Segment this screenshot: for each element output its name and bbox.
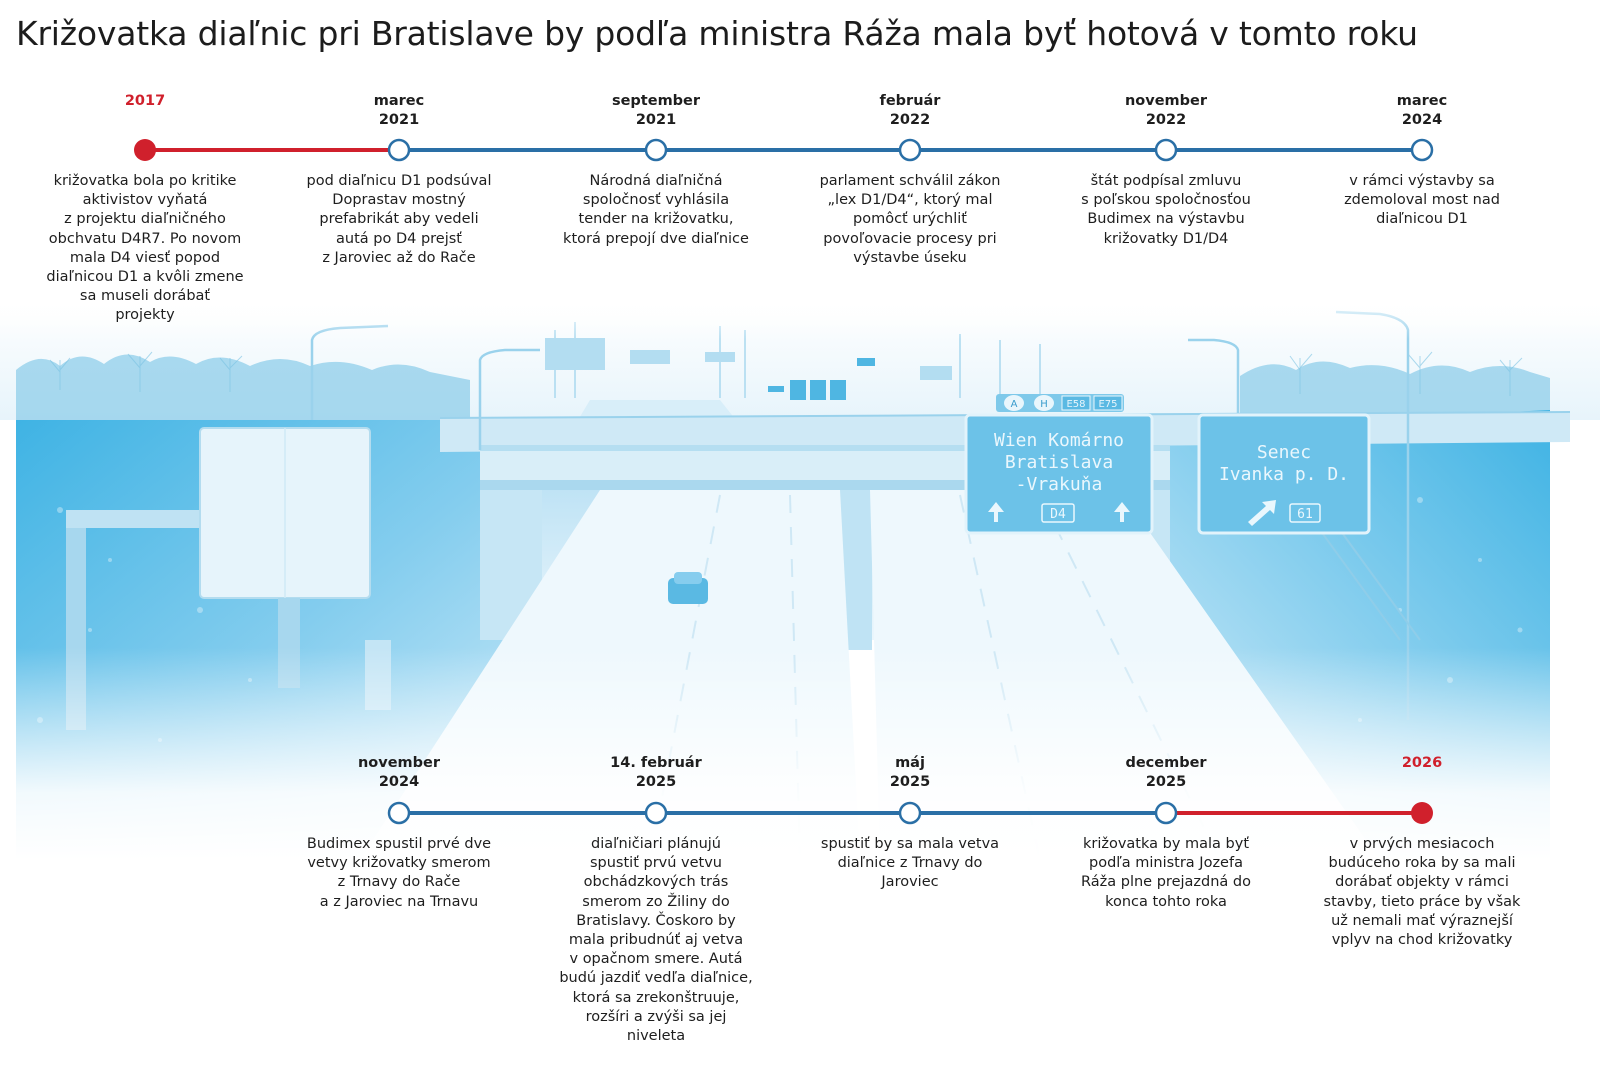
event-description	[1041, 835, 1291, 912]
description-line: sa museli dorábať	[79, 288, 211, 305]
description-line: diaľnicou D1	[1376, 211, 1468, 228]
description-line: a z Jaroviec na Trnavu	[319, 893, 479, 910]
badge-e58: E58	[1066, 399, 1086, 410]
description-line: spustiť by sa mala vetva	[820, 836, 1000, 852]
event-date	[546, 754, 766, 792]
description-line: mala D4 viesť popod	[69, 249, 221, 266]
description-line: parlament schválil zákon	[819, 173, 1001, 189]
description-line: aktivistov vyňatá	[82, 192, 208, 209]
description-line: obchvatu D4R7. Po novom	[48, 230, 242, 247]
description-line: diaľnice z Trnavy do	[837, 855, 983, 872]
description-line: v prvých mesiacoch	[1349, 836, 1495, 852]
event-date	[1056, 754, 1276, 792]
timeline-node	[1412, 140, 1432, 160]
timeline-node	[134, 139, 156, 161]
description-line: podľa ministra Jozefa	[1089, 855, 1243, 872]
event-description	[1297, 835, 1547, 950]
event-month: marec	[1396, 93, 1448, 109]
event-description	[20, 172, 270, 326]
description-line: prefabrikát aby vedeli	[319, 211, 479, 228]
direction-sign-senec	[1199, 415, 1369, 533]
event-date	[546, 92, 766, 130]
description-line: vplyv na chod križovatky	[1331, 932, 1513, 949]
direction-sign-d4	[966, 415, 1152, 533]
event-date	[800, 92, 1020, 130]
description-line: spustiť prvú vetvu	[589, 855, 722, 872]
event-description	[785, 172, 1035, 268]
event-description	[531, 172, 781, 249]
description-line: v opačnom smere. Autá	[569, 951, 743, 968]
timeline-node	[900, 803, 920, 823]
event-date	[1312, 754, 1532, 773]
description-line: Bratislavy. Čoskoro by	[576, 912, 736, 929]
description-line: budú jazdiť vedľa diaľnice,	[559, 970, 753, 987]
description-line: z Jaroviec až do Rače	[322, 249, 476, 266]
timeline-node	[1411, 802, 1433, 824]
badge-row	[996, 394, 1124, 412]
description-line: Národná diaľničná	[589, 173, 723, 189]
description-line: z Trnavy do Rače	[337, 874, 461, 891]
event-date	[35, 92, 255, 111]
event-date	[289, 754, 509, 792]
sign-line-3: -Vrakuňa	[1015, 474, 1103, 495]
event-date	[1056, 92, 1276, 130]
event-year: 2026	[1401, 755, 1443, 771]
description-line: diaľnicou D1 a kvôli zmene	[46, 269, 244, 286]
event-month: marec	[373, 93, 425, 109]
event-year: 2024	[378, 774, 420, 790]
description-line: stavby, tieto práce by však	[1323, 893, 1521, 910]
event-month: december	[1125, 755, 1207, 771]
description-line: Jaroviec	[881, 874, 939, 891]
description-line: pod diaľnicu D1 podsúval	[306, 173, 492, 189]
timeline-node	[646, 803, 666, 823]
description-line: z projektu diaľničného	[64, 211, 226, 228]
description-line: v rámci výstavby sa	[1349, 173, 1495, 189]
description-line: Doprastav mostný	[332, 192, 466, 209]
timeline-bottom-line	[0, 801, 1600, 825]
event-year: 2025	[635, 774, 677, 790]
description-line: budúceho roka by sa mali	[1328, 855, 1516, 872]
timeline-top-line	[0, 138, 1600, 162]
description-line: povoľovacie procesy pri	[823, 230, 997, 247]
description-line: mala pribudnúť aj vetva	[568, 932, 744, 949]
event-date	[1312, 92, 1532, 130]
event-year: 2025	[889, 774, 931, 790]
description-line: vetvy križovatky smerom	[307, 855, 491, 872]
event-date	[289, 92, 509, 130]
event-description	[785, 835, 1035, 893]
description-line: diaľničiari plánujú	[591, 836, 721, 852]
sign-line-1: Senec	[1256, 442, 1312, 463]
description-line: projekty	[115, 307, 175, 324]
description-line: už nemali mať výraznejší	[1331, 912, 1513, 929]
description-line: konca tohto roka	[1105, 893, 1227, 910]
event-description	[274, 172, 524, 268]
event-year: 2021	[378, 112, 420, 128]
road-number-d4: D4	[1050, 507, 1066, 522]
description-line: ktorá sa zrekonštruuje,	[572, 989, 740, 1006]
description-line: zdemoloval most nad	[1344, 192, 1500, 209]
event-month: 14. február	[610, 755, 702, 771]
event-description	[531, 835, 781, 1046]
timeline-node	[900, 140, 920, 160]
timeline-node	[646, 140, 666, 160]
event-year: 2021	[635, 112, 677, 128]
event-year: 2024	[1401, 112, 1443, 128]
page-title: Križovatka diaľnic pri Bratislave by podľa ministra Ráža mala byť hotová v tomto roku	[16, 14, 1418, 53]
timeline-node	[389, 140, 409, 160]
event-month: február	[879, 93, 941, 109]
timeline-node	[1156, 140, 1176, 160]
badge-a: A	[1010, 399, 1018, 410]
description-line: ktorá prepojí dve diaľnice	[563, 230, 749, 247]
timeline-node	[1156, 803, 1176, 823]
event-date	[800, 754, 1020, 792]
description-line: dorábať objekty v rámci	[1335, 874, 1509, 891]
description-line: Ráža plne prejazdná do	[1081, 874, 1251, 891]
description-line: križovatka bola po kritike	[53, 173, 237, 189]
event-description	[1297, 172, 1547, 230]
event-description	[274, 835, 524, 912]
sign-line-2: Bratislava	[1004, 452, 1114, 473]
event-description	[1041, 172, 1291, 249]
description-line: križovatky D1/D4	[1103, 230, 1229, 247]
event-month: september	[611, 93, 701, 109]
badge-e75: E75	[1098, 399, 1118, 410]
badge-h: H	[1040, 399, 1048, 410]
event-year: 2017	[124, 93, 166, 109]
description-line: tender na križovatku,	[578, 211, 734, 228]
description-line: výstavbe úseku	[853, 249, 967, 266]
event-year: 2025	[1145, 774, 1187, 790]
description-line: rozšíri a zvýši sa jej	[585, 1008, 727, 1025]
description-line: s poľskou spoločnosťou	[1081, 192, 1251, 209]
description-line: „lex D1/D4“, ktorý mal	[827, 192, 993, 209]
description-line: niveleta	[626, 1028, 686, 1045]
event-month: november	[357, 755, 441, 771]
description-line: autá po D4 prejsť	[336, 230, 462, 247]
event-month: november	[1124, 93, 1208, 109]
timeline-node	[389, 803, 409, 823]
event-month: máj	[895, 755, 925, 771]
description-line: Budimex na výstavbu	[1087, 211, 1245, 228]
description-line: spoločnosť vyhlásila	[582, 192, 730, 209]
road-number-61: 61	[1297, 507, 1313, 522]
description-line: križovatka by mala byť	[1082, 836, 1250, 852]
event-year: 2022	[1145, 112, 1187, 128]
sign-line-2: Ivanka p. D.	[1218, 464, 1350, 485]
description-line: obchádzkových trás	[583, 874, 729, 891]
description-line: smerom zo Žiliny do	[582, 893, 730, 910]
sign-line-1: Wien Komárno	[993, 430, 1125, 451]
description-line: Budimex spustil prvé dve	[306, 836, 492, 852]
description-line: štát podpísal zmluvu	[1090, 173, 1242, 189]
description-line: pomôcť urýchliť	[853, 211, 967, 228]
event-year: 2022	[889, 112, 931, 128]
